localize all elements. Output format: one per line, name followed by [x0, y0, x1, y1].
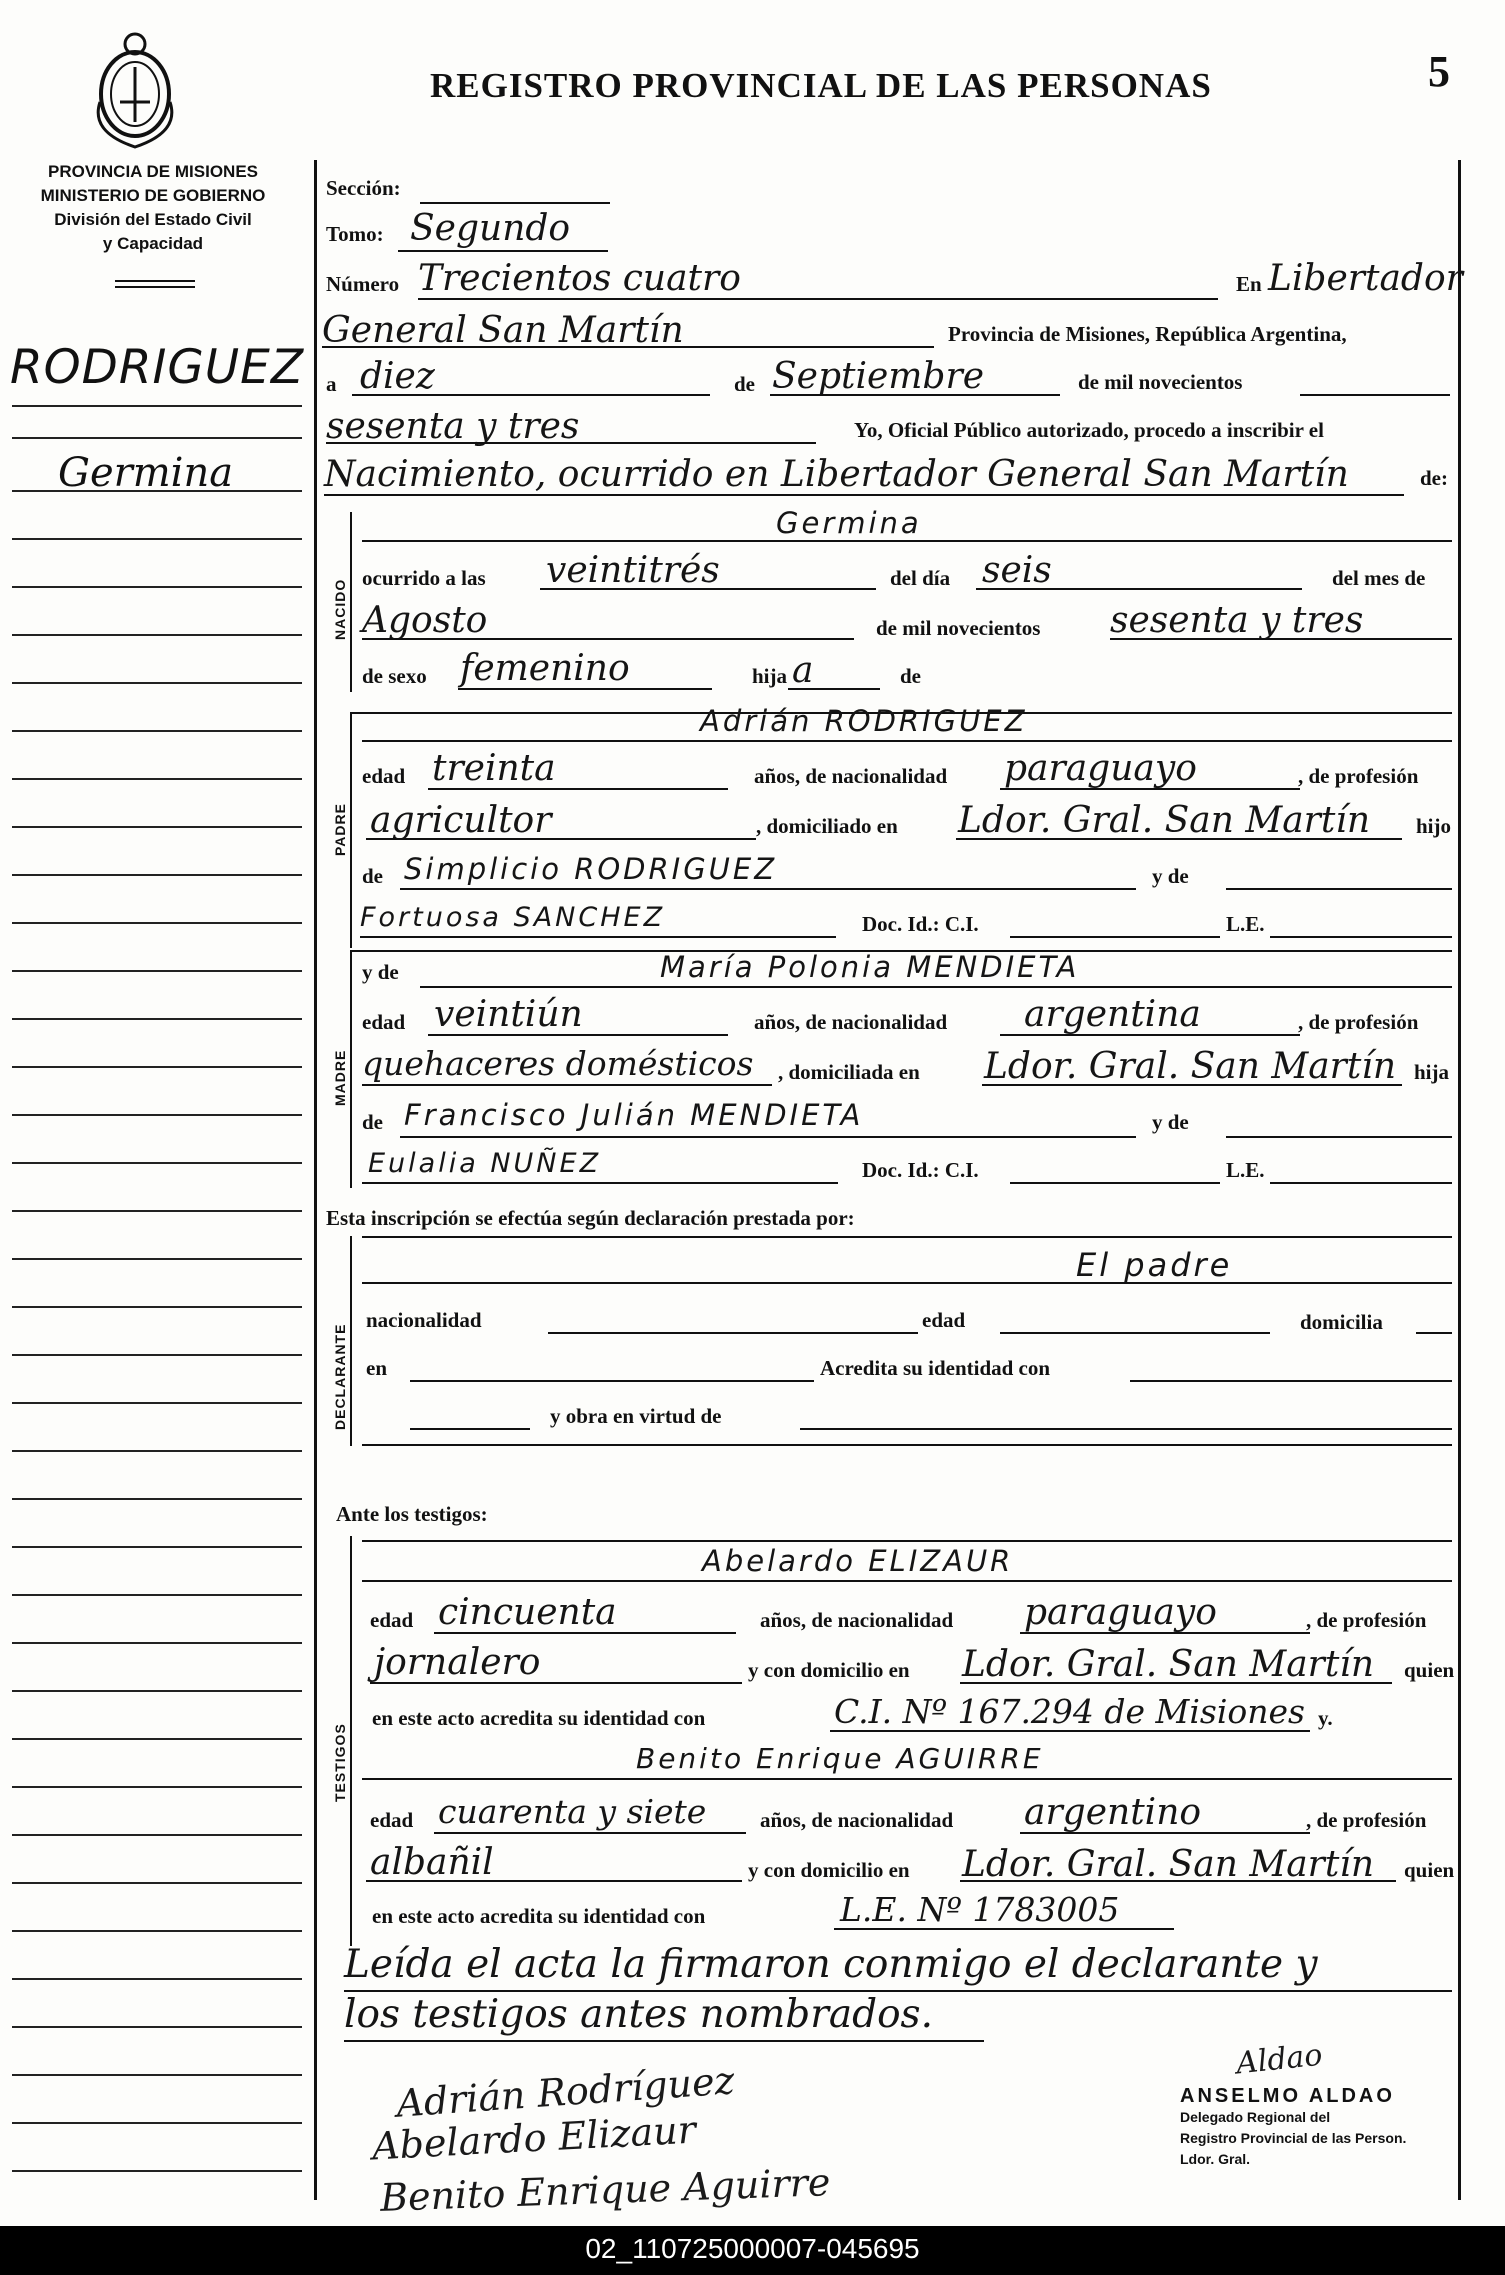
value-sexo: femenino	[460, 648, 630, 689]
lugar-line	[322, 346, 934, 348]
label-ocurrido: ocurrido a las	[362, 566, 486, 590]
label-testigo1-acredita: en este acto acredita su identidad con	[372, 1706, 706, 1730]
label-obra: y obra en virtud de	[550, 1404, 722, 1428]
anio-line	[326, 442, 816, 444]
margin-line	[12, 1258, 302, 1260]
testigo1-prof-line	[370, 1682, 742, 1684]
obra-line	[800, 1428, 1452, 1430]
value-padre-nac: paraguayo	[1004, 748, 1197, 789]
stamp-line-2: Delegado Regional del	[1180, 2109, 1331, 2125]
side-label-testigos: TESTIGOS	[332, 1723, 348, 1802]
margin-line	[12, 586, 302, 588]
label-tomo: Tomo:	[326, 222, 384, 246]
madre-doc-line	[1010, 1182, 1220, 1184]
value-testigo2-dom: Ldor. Gral. San Martín	[962, 1844, 1375, 1885]
testigo2-dom-line	[960, 1880, 1396, 1882]
value-testigo2-nombre: Benito Enrique AGUIRRE	[636, 1742, 1044, 1775]
value-padre-madre: Fortuosa SANCHEZ	[360, 902, 666, 933]
sexo-line	[458, 688, 712, 690]
label-madre-le: L.E.	[1226, 1158, 1265, 1182]
label-madre-y-de: y de	[362, 960, 399, 984]
label-inscripcion: Esta inscripción se efectúa según declaración prestada por:	[326, 1206, 855, 1230]
margin-line	[12, 2122, 302, 2124]
testigo2-prof-line	[366, 1880, 742, 1882]
label-padre-prof: , de profesión	[1298, 764, 1419, 788]
padre-dom-line	[956, 838, 1402, 840]
value-testigo1-nombre: Abelardo ELIZAUR	[702, 1544, 1014, 1578]
madre-rule	[350, 950, 352, 1188]
signature-official: Aldao	[1234, 2037, 1325, 2082]
madre-nombre-line	[420, 986, 1452, 988]
nombre-line	[362, 540, 1452, 542]
value-madre-dom: Ldor. Gral. San Martín	[984, 1046, 1397, 1087]
label-del-dia: del día	[890, 566, 951, 590]
madre-madre-line	[362, 1182, 838, 1184]
value-declarante: El padre	[1076, 1246, 1233, 1284]
official-stamp	[1180, 2086, 1450, 2170]
margin-line	[12, 1402, 302, 1404]
margin-line	[12, 1210, 302, 1212]
label-testigo1-dom: y con domicilio en	[748, 1658, 910, 1682]
margin-line	[12, 1786, 302, 1788]
signature-testigo-2: Benito Enrique Aguirre	[379, 2160, 832, 2220]
margin-line	[12, 1498, 302, 1500]
value-padre-prof: agricultor	[370, 800, 552, 841]
margin-line	[12, 826, 302, 828]
label-en: En	[1236, 272, 1262, 296]
padre-le-line	[1270, 936, 1452, 938]
label-padre-hijo: hijo	[1416, 814, 1452, 838]
padre-rule	[350, 712, 352, 948]
closing-line-2-rule	[344, 2040, 984, 2042]
declarante-top-line	[362, 1236, 1452, 1238]
value-testigo1-doc: C.I. Nº 167.294 de Misiones	[834, 1692, 1305, 1731]
declarante-bottom-line	[362, 1444, 1452, 1446]
label-numero: Número	[326, 272, 400, 296]
nacionalidad-line	[548, 1332, 918, 1334]
declarante-edad-line	[1000, 1332, 1270, 1334]
testigo2-edad-line	[434, 1832, 746, 1834]
label-sexo: de sexo	[362, 664, 427, 688]
padre-doc-line	[1010, 936, 1220, 938]
nacido-rule	[350, 512, 352, 692]
value-madre-madre: Eulalia NUÑEZ	[368, 1148, 602, 1179]
numero-line	[418, 298, 1218, 300]
label-madre-hija: hija	[1414, 1060, 1450, 1084]
value-testigo1-nac: paraguayo	[1024, 1592, 1217, 1633]
margin-line	[12, 538, 302, 540]
side-label-madre: MADRE	[332, 1049, 348, 1106]
madre-padre-line	[400, 1136, 1136, 1138]
anio-nac-line	[1110, 638, 1452, 640]
dia-nac-line	[976, 588, 1302, 590]
value-padre-edad: treinta	[432, 748, 556, 789]
margin-line	[12, 682, 302, 684]
label-padre-anos: años, de nacionalidad	[754, 764, 948, 788]
margin-line	[12, 874, 302, 876]
testigos-rule	[350, 1536, 352, 1946]
testigo1-doc-line	[830, 1730, 1310, 1732]
margin-line	[12, 730, 302, 732]
label-padre-de: de	[362, 864, 383, 888]
side-label-nacido: NACIDO	[332, 578, 348, 640]
signature-testigo-1: Abelardo Elizaur	[371, 2107, 697, 2169]
issuer-underline	[115, 280, 195, 282]
label-domicilia: domicilia	[1300, 1310, 1383, 1334]
padre-madre-line	[360, 936, 836, 938]
margin-line	[12, 2170, 302, 2172]
closing-line-2: los testigos antes nombrados.	[344, 1992, 933, 2037]
issuer-block	[8, 160, 298, 256]
value-madre-nac: argentina	[1024, 994, 1201, 1035]
padre-nac-line	[1000, 788, 1300, 790]
right-border	[1458, 160, 1461, 2200]
label-nacionalidad: nacionalidad	[366, 1308, 482, 1332]
label-testigo2-quien: quien	[1404, 1858, 1455, 1882]
testigo1-dom-line	[960, 1682, 1392, 1684]
label-testigo1-edad: edad	[370, 1608, 414, 1632]
label-testigo2-prof: , de profesión	[1306, 1808, 1427, 1832]
label-testigo2-dom: y con domicilio en	[748, 1858, 910, 1882]
margin-line	[12, 490, 302, 492]
margin-line	[12, 1354, 302, 1356]
value-nombre: Germina	[776, 506, 922, 540]
padre-prof-line	[366, 838, 756, 840]
value-madre-prof: quehaceres domésticos	[362, 1044, 754, 1083]
margin-line	[12, 1450, 302, 1452]
hija-line	[788, 688, 880, 690]
value-testigo1-prof: jornalero	[374, 1642, 541, 1683]
label-testigo-y: y.	[1318, 1706, 1333, 1730]
issuer-line-1: PROVINCIA DE MISIONES	[47, 162, 258, 181]
acto-line	[324, 494, 1404, 496]
domicilia-line	[1416, 1332, 1452, 1334]
madre-prof-line	[362, 1084, 772, 1086]
padre-edad-line	[428, 788, 728, 790]
label-del-mes: del mes de	[1332, 566, 1426, 590]
margin-line	[12, 1738, 302, 1740]
issuer-line-2: MINISTERIO DE GOBIERNO	[40, 186, 266, 205]
label-madre-dom: , domiciliada en	[778, 1060, 920, 1084]
margin-line	[12, 778, 302, 780]
value-padre-padre: Simplicio RODRIGUEZ	[404, 852, 778, 886]
label-padre-doc: Doc. Id.: C.I.	[862, 912, 979, 936]
label-madre-edad: edad	[362, 1010, 406, 1034]
side-label-padre: PADRE	[332, 803, 348, 856]
label-testigos: Ante los testigos:	[336, 1502, 488, 1526]
value-anio: sesenta y tres	[326, 406, 580, 447]
label-de-padres: de	[900, 664, 921, 688]
value-madre-edad: veintiún	[434, 994, 583, 1035]
value-hija-de: a	[792, 650, 814, 691]
label-madre-de: de	[362, 1110, 383, 1134]
stamp-line-4: Ldor. Gral.	[1180, 2151, 1251, 2167]
label-seccion: Sección:	[326, 176, 401, 200]
margin-line	[12, 1114, 302, 1116]
value-testigo1-dom: Ldor. Gral. San Martín	[962, 1644, 1375, 1685]
margin-line	[12, 1642, 302, 1644]
margin-surname: RODRIGUEZ	[10, 340, 305, 395]
mil-line	[1300, 394, 1450, 396]
declarante-rule	[350, 1236, 352, 1446]
coat-of-arms-emblem	[80, 22, 190, 157]
value-testigo2-nac: argentino	[1024, 1792, 1202, 1833]
testigo2-nombre-line	[362, 1778, 1452, 1780]
document-code: 02_110725000007-045695	[585, 2233, 920, 2264]
margin-line	[12, 922, 302, 924]
label-testigo1-anos: años, de nacionalidad	[760, 1608, 954, 1632]
value-testigo2-edad: cuarenta y siete	[438, 1792, 707, 1831]
testigo1-edad-line	[434, 1632, 736, 1634]
value-dia-nac: seis	[982, 550, 1052, 591]
signature-declarante: Adrián Rodríguez	[394, 2058, 736, 2126]
label-de: de	[734, 372, 755, 396]
margin-line	[12, 2074, 302, 2076]
margin-line	[12, 437, 302, 439]
value-lugar: General San Martín	[322, 310, 684, 351]
label-testigo2-acredita: en este acto acredita su identidad con	[372, 1904, 706, 1928]
value-mes-nac: Agosto	[362, 600, 488, 641]
padre-padre-line	[400, 888, 1136, 890]
label-acredita: Acredita su identidad con	[820, 1356, 1051, 1380]
label-oficial: Yo, Oficial Público autorizado, procedo a inscribir el	[854, 418, 1324, 442]
label-padre-le: L.E.	[1226, 912, 1265, 936]
madre-le-line	[1270, 1182, 1452, 1184]
issuer-line-3: División del Estado Civil	[54, 210, 252, 229]
label-madre-anos: años, de nacionalidad	[754, 1010, 948, 1034]
margin-line	[12, 1066, 302, 1068]
value-padre-dom: Ldor. Gral. San Martín	[958, 800, 1371, 841]
label-de-mil: de mil novecientos	[876, 616, 1041, 640]
page-number: 5	[1428, 47, 1450, 96]
value-acto: Nacimiento, ocurrido en Libertador General San Martín	[324, 454, 1349, 495]
value-madre-nombre: María Polonia MENDIETA	[660, 950, 1080, 984]
document-title: REGISTRO PROVINCIAL DE LAS PERSONAS	[430, 66, 1212, 105]
margin-line	[12, 1306, 302, 1308]
mes-line	[770, 394, 1060, 396]
closing-line-1: Leída el acta la firmaron conmigo el declarante y	[344, 1942, 1318, 1987]
margin-line	[12, 1546, 302, 1548]
margin-line	[12, 634, 302, 636]
acredita-line	[1130, 1380, 1452, 1382]
value-testigo2-prof: albañil	[370, 1842, 494, 1883]
madre-dom-line	[982, 1084, 1402, 1086]
label-testigo2-edad: edad	[370, 1808, 414, 1832]
value-numero: Trecientos cuatro	[418, 258, 741, 299]
label-a: a	[326, 372, 337, 396]
madre-nac-line	[1000, 1034, 1300, 1036]
label-de-colon: de:	[1420, 466, 1448, 490]
value-madre-padre: Francisco Julián MENDIETA	[404, 1098, 864, 1132]
margin-line	[12, 1018, 302, 1020]
margin-line	[12, 2026, 302, 2028]
declarante-en-line	[410, 1380, 814, 1382]
testigo1-nac-line	[1020, 1632, 1310, 1634]
madre-yde-line	[1226, 1136, 1452, 1138]
testigo2-nac-line	[1020, 1832, 1310, 1834]
label-declarante-edad: edad	[922, 1308, 966, 1332]
testigo2-doc-line	[834, 1928, 1174, 1930]
margin-line	[12, 1690, 302, 1692]
label-testigo2-anos: años, de nacionalidad	[760, 1808, 954, 1832]
padre-nombre-line	[362, 740, 1452, 742]
side-label-declarante: DECLARANTE	[332, 1323, 348, 1430]
label-madre-prof: , de profesión	[1298, 1010, 1419, 1034]
value-dia: diez	[360, 356, 435, 397]
label-padre-dom: , domiciliado en	[756, 814, 898, 838]
stamp-line-1: ANSELMO ALDAO	[1180, 2085, 1395, 2107]
label-padre-edad: edad	[362, 764, 406, 788]
issuer-line-4: y Capacidad	[102, 234, 204, 253]
hora-line	[540, 588, 876, 590]
label-madre-y-de2: y de	[1152, 1110, 1189, 1134]
testigos-top-line	[362, 1540, 1452, 1542]
margin-line	[12, 1930, 302, 1932]
mes-nac-line	[362, 638, 854, 640]
dia-line	[352, 394, 710, 396]
madre-edad-line	[428, 1034, 728, 1036]
margin-line	[12, 1594, 302, 1596]
label-declarante-en: en	[366, 1356, 387, 1380]
margin-line	[12, 1978, 302, 1980]
margin-line	[12, 1882, 302, 1884]
stamp-line-3: Registro Provincial de las Person.	[1180, 2130, 1407, 2146]
label-madre-doc: Doc. Id.: C.I.	[862, 1158, 979, 1182]
value-testigo1-edad: cincuenta	[438, 1592, 617, 1633]
obra-pre-line	[410, 1428, 530, 1430]
margin-given-name: Germina	[58, 450, 234, 496]
value-testigo2-doc: L.E. Nº 1783005	[840, 1890, 1120, 1929]
value-mes: Septiembre	[772, 356, 984, 397]
margin-line	[12, 1162, 302, 1164]
value-padre-nombre: Adrián RODRIGUEZ	[700, 704, 1028, 738]
margin-line	[12, 1834, 302, 1836]
seccion-line	[420, 202, 610, 204]
label-padre-y-de: y de	[1152, 864, 1189, 888]
value-en: Libertador	[1268, 258, 1463, 299]
margin-line	[12, 405, 302, 407]
value-hora: veintitrés	[546, 550, 720, 591]
value-anio-nac: sesenta y tres	[1110, 600, 1364, 641]
tomo-line	[398, 250, 608, 252]
label-hija: hija	[752, 664, 788, 688]
padre-yde-line	[1226, 888, 1452, 890]
label-provincia: Provincia de Misiones, República Argentina,	[948, 322, 1347, 346]
label-mil-novecientos: de mil novecientos	[1078, 370, 1243, 394]
left-border	[314, 160, 317, 2200]
label-testigo1-prof: , de profesión	[1306, 1608, 1427, 1632]
value-tomo: Segundo	[410, 208, 571, 249]
label-testigo1-quien: quien	[1404, 1658, 1455, 1682]
margin-line	[12, 970, 302, 972]
declarante-line	[362, 1282, 1452, 1284]
issuer-underline-2	[115, 286, 195, 288]
testigo1-nombre-line	[362, 1580, 1452, 1582]
